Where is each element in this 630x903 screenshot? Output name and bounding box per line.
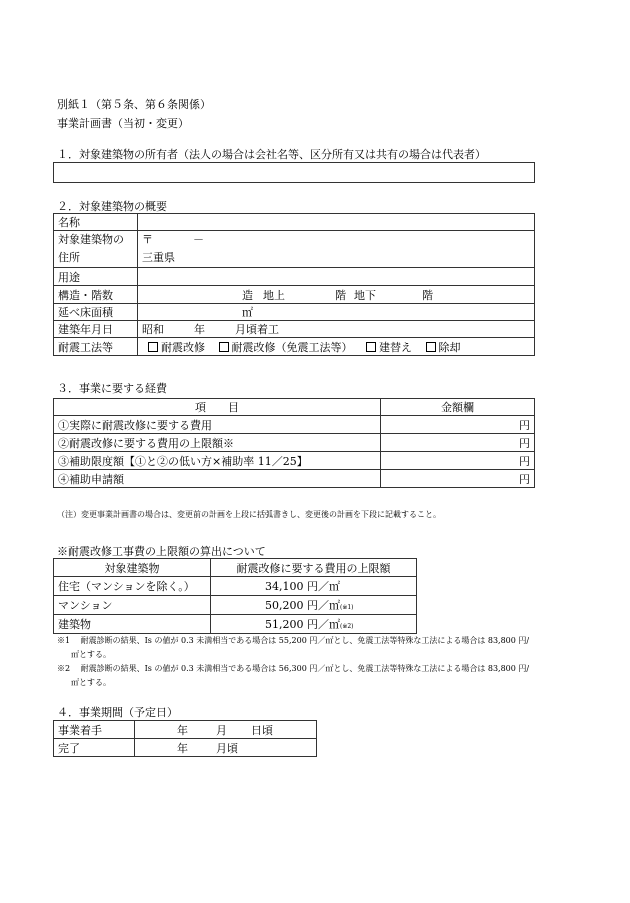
limit-type-header: 対象建築物 [54,559,211,577]
method-label: 耐震工法等 [54,338,138,356]
checkbox-base-isolation[interactable] [219,342,229,352]
address-field[interactable]: 〒 － 三重県 [138,231,535,268]
name-field[interactable] [138,214,535,231]
cost-row-label: ①実際に耐震改修に要する費用 [54,416,381,434]
limit-value-header: 耐震改修に要する費用の上限額 [211,559,417,577]
start-date-field[interactable]: 年 月 日頃 [135,721,317,739]
use-field[interactable] [138,268,535,286]
method-options: 耐震改修 耐震改修（免震工法等） 建替え 除却 [138,338,535,356]
cost-row-amount[interactable]: 円 [381,470,535,488]
cost-item-header: 項 目 [54,399,381,416]
address-label: 対象建築物の 住所 [54,231,138,268]
name-label: 名称 [54,214,138,231]
limit-note-1: ※1 耐震診断の結果、Is の値が 0.3 未満相当である場合は 55,200 円／㎡とし、免震工法等特殊な工法による場合は 83,800 円/ ㎡とする。 [57,636,530,659]
limit-value: 50,200 円／㎡(※1) [211,596,417,615]
limit-type: 住宅（マンションを除く。） [54,577,211,596]
cost-row-label: ③補助限度額【①と②の低い方×補助率 11／25】 [54,452,381,470]
section-2-heading: ２．対象建築物の概要 [57,200,167,213]
structure-field[interactable]: 造 地上 階 地下 階 [138,286,535,304]
limit-value: 34,100 円／㎡ [211,577,417,596]
limit-type: 建築物 [54,615,211,634]
start-label: 事業着手 [54,721,135,739]
limit-table [53,558,417,634]
limit-heading: ※耐震改修工事費の上限額の算出について [57,545,266,558]
section-3-heading: ３．事業に要する経費 [57,382,167,395]
floor-area-label: 延べ床面積 [54,304,138,321]
checkbox-rebuild[interactable] [366,342,376,352]
form-reference: 別紙１（第５条、第６条関係） [57,98,211,111]
limit-value: 51,200 円／㎡(※2) [211,615,417,634]
end-label: 完了 [54,739,135,757]
build-date-field[interactable]: 昭和 年 月頃着工 [138,321,535,338]
cost-row-amount[interactable]: 円 [381,434,535,452]
owner-table [53,162,535,183]
section-4-heading: ４．事業期間（予定日） [57,706,178,719]
cost-row-label: ④補助申請額 [54,470,381,488]
cost-table [53,398,535,488]
building-overview-table [53,213,535,356]
cost-row-amount[interactable]: 円 [381,416,535,434]
cost-row-amount[interactable]: 円 [381,452,535,470]
change-note: （注）変更事業計画書の場合は、変更前の計画を上段に括弧書きし、変更後の計画を下段に記載すること。 [57,510,441,519]
form-title: 事業計画書（当初・変更） [57,117,189,130]
prefecture-text: 三重県 [142,251,175,264]
checkbox-demolition[interactable] [426,342,436,352]
use-label: 用途 [54,268,138,286]
build-date-label: 建築年月日 [54,321,138,338]
checkbox-seismic-retrofit[interactable] [148,342,158,352]
limit-note-2: ※2 耐震診断の結果、Is の値が 0.3 未満相当である場合は 56,300 円／㎡とし、免震工法等特殊な工法による場合は 83,800 円/ ㎡とする。 [57,664,530,687]
cost-row-label: ②耐震改修に要する費用の上限額※ [54,434,381,452]
cost-amount-header: 金額欄 [381,399,535,416]
limit-type: マンション [54,596,211,615]
structure-label: 構造・階数 [54,286,138,304]
floor-area-field[interactable]: ㎡ [138,304,535,321]
period-table [53,720,317,757]
owner-field[interactable] [54,163,535,183]
section-1-heading: １．対象建築物の所有者（法人の場合は会社名等、区分所有又は共有の場合は代表者） [57,148,486,161]
end-date-field[interactable]: 年 月頃 [135,739,317,757]
